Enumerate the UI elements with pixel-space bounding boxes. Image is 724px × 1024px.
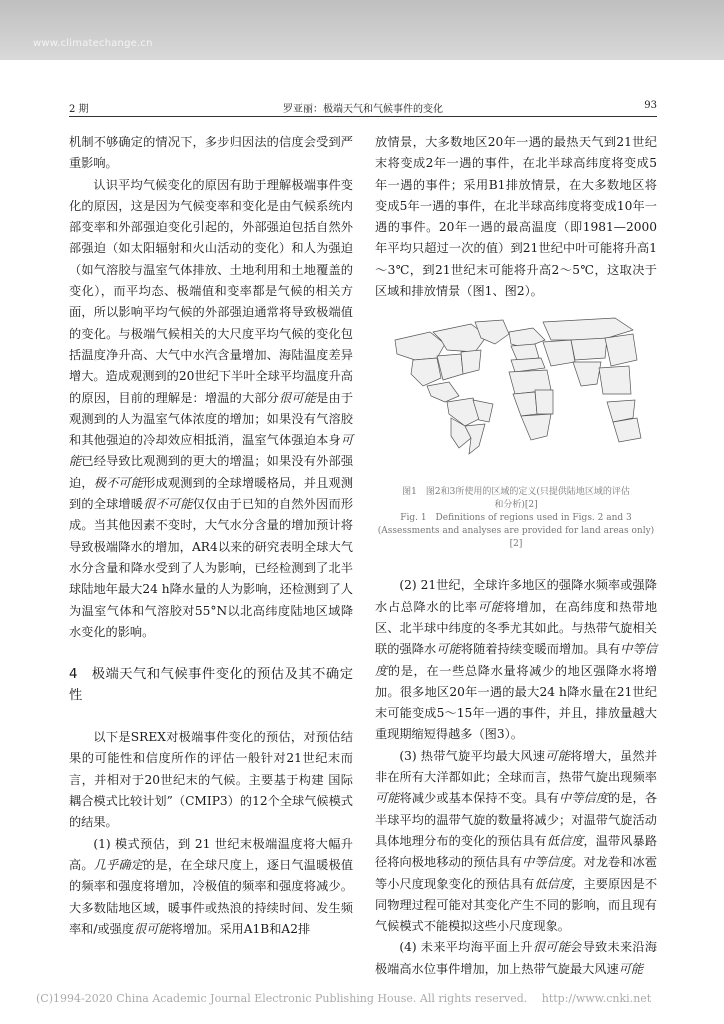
- right-column: [375, 132, 658, 976]
- caption-cn-line-1: 图1 图2和3所使用的区域的定义(只提供陆地区域的评估: [402, 487, 630, 498]
- world-regions-map: [375, 310, 657, 480]
- likelihood-term: 可能: [477, 599, 504, 614]
- left-paragraph-4: [69, 834, 353, 940]
- caption-cn-line-2: 和分析)[2]: [494, 500, 538, 511]
- likelihood-term: 很可能: [532, 940, 571, 955]
- text-run: 将减少或基本保持不变。具有: [399, 791, 559, 806]
- text-run: ，温带风暴路径将向极地移动的预估具有: [375, 833, 658, 870]
- text-run: (3) 热带气旋平均最大风速: [399, 748, 546, 763]
- region-east-africa: [535, 390, 553, 414]
- region-southern-australia: [613, 418, 641, 442]
- text-run: 已经导致比观测到的更大的增温；如果没有外部强迫，: [69, 454, 354, 490]
- text-run: 仅仅由于已知的自然外因而形成。当其他因素不变时，大气水分含量的增加预计将导致极端降水的增加，AR4以来的研究表明全球大气水分含量和降水受到了人为影响，已经检测到了北半球陆地年最大24 h降水量的人为影响，还检测到了人为温室气体和气溶胶对55°N以北高纬度陆地区域降水变化的影响。: [69, 497, 354, 639]
- header-page-number: 93: [644, 100, 657, 111]
- region-west-africa: [513, 392, 537, 416]
- right-paragraph-4: [375, 937, 657, 980]
- likelihood-term: 很不可能: [143, 497, 193, 512]
- region-central-america: [427, 382, 459, 402]
- likelihood-term: 可能: [545, 748, 571, 763]
- likelihood-term: 可能: [436, 642, 461, 657]
- text-run: 将增加。采用A1B和A2排: [170, 921, 311, 936]
- section-heading: 4 极端天气和气候事件变化的预估及其不确定性: [69, 667, 353, 704]
- right-paragraph-3: [375, 746, 657, 938]
- likelihood-term: 可能: [69, 433, 353, 469]
- text-run: (1) 模式预估，到 21 世纪末极端温度将大幅升高。: [69, 836, 353, 872]
- caption-en-line-2: (Assessments and analyses are provided for land areas only)[2]: [377, 526, 655, 550]
- text-run: 将增加，在高纬度和热带地区、北半球中纬度的冬季尤其如此。与热带气旋相关联的强降水: [375, 599, 658, 657]
- likelihood-term: 极不可能: [93, 475, 144, 490]
- right-paragraph-1: 放情景，大多数地区20年一遇的最热天气到21世纪末将变成2年一遇的事件，在北半球高纬度将变成5年一遇的事件；采用B1排放情景，在大多数地区将变成5年一遇的事件，在北半球高纬度将变成10年一遇的事件。20年一遇的最高温度（即1981—2000年平均只超过一次的值）到21世纪中叶可能将升高1～3℃，到21世纪末可能将升高2～5℃，这取决于区域和排放情景（图1、图2）。: [375, 135, 657, 299]
- text-run: 会导致未来沿海极端高水位事件增加，加上热带气旋最大风速: [375, 940, 658, 976]
- likelihood-term: 可能: [375, 791, 400, 806]
- likelihood-term: 很可能: [279, 390, 317, 405]
- confidence-term: 中等信度: [522, 855, 572, 870]
- left-paragraph-3: 以下是SREX对极端事件变化的预估，对预估结果的可能性和信度所作的评估一般针对21世纪末而言，并相对于20世纪末的气候。主要基于构建 国际耦合模式比较计划”（CMIP3）的12个全球气候模式的结果。: [69, 730, 353, 830]
- region-west-asia: [543, 340, 575, 366]
- text-run: 将增大，虽然并非在所有大洋都如此；全球而言，热带气旋出现频率: [375, 748, 658, 785]
- confidence-term: 低信度: [546, 833, 584, 848]
- text-run: 的是，各半球平均的温带气旋的数量将减少；对温带气旋活动具体地理分布的变化的预估具有: [375, 791, 658, 848]
- text-run: 的是，在全球尺度上，逐日气温暖极值的频率和强度将增加，冷极值的频率和强度将减少。大多数陆地区域，暖事件或热浪的持续时间、发生频率和/或强度: [69, 857, 354, 936]
- left-paragraph-1: 机制不够确定的情况下，多步归因法的信度会受到严重影响。: [69, 135, 353, 171]
- region-eastern-north-america: [461, 350, 481, 374]
- right-paragraph-2: [375, 575, 657, 745]
- region-central-asia: [571, 338, 607, 360]
- region-east-asia: [605, 334, 637, 366]
- confidence-term: 低信度: [534, 876, 572, 891]
- region-south-asia: [573, 362, 601, 386]
- text-run: 形成观测到的全球增暖格局，并且观测到的全球增暖: [69, 475, 354, 512]
- region-southeast-asia: [599, 366, 631, 394]
- likelihood-term: 几乎确定: [93, 857, 144, 872]
- region-mediterranean: [511, 358, 545, 372]
- site-banner: [0, 0, 724, 60]
- running-header: [69, 98, 657, 117]
- site-banner-url: www.climatechange.cn: [33, 38, 153, 49]
- left-column: [69, 132, 354, 936]
- text-run: 的是，在一些总降水量将减少的地区强降水将增加。很多地区20年一遇的最大24 h降水量在21世纪末可能变成5～15年一遇的事件，并且，排放量越大重现期缩短得越多（图3）。: [375, 663, 658, 742]
- region-southern-africa: [521, 414, 551, 440]
- text-run: ，主要原因是不同物理过程可能对其变化产生不同的影响，而且现有气候模式不能模拟这些小尺度现象。: [375, 876, 658, 934]
- text-run: (2) 21世纪，全球许多地区的强降水频率或强降水占总降水的比率: [375, 578, 657, 614]
- left-paragraph-2: [69, 175, 353, 644]
- confidence-term: 中等信度: [558, 791, 609, 806]
- header-title: 罗亚丽：极端天气和气候事件的变化: [283, 104, 443, 115]
- text-run: 。对龙卷和冰雹等小尺度现象变化的预估具有: [375, 855, 658, 891]
- region-western-north-america: [411, 358, 441, 386]
- likelihood-term: 很可能: [134, 921, 171, 936]
- text-run: (4) 未来平均海平面上升: [399, 940, 533, 955]
- text-run: 认识平均气候变化的原因有助于理解极端事件变化的原因，这是因为气候变率和变化是由气候系统内部变率和外部强迫变化引起的，外部强迫包括自然外部强迫（如太阳辐射和火山活动的变化）和人为强迫（如气溶胶与温室气体排放、土地利用和土地覆盖的变化），而平均态、极端值和变率都是气候的相关方面，所以影响平均气候的外部强迫通常将导致极端值的变化。与极端气候相关的大尺度平均气候的变化包括温度净升高、大气中水汽含量增加、海陆温度差异增大。造成观测到的20世纪下半叶全球平均温度升高的原因，目前的理解是：增温的大部分: [69, 177, 353, 405]
- figure-caption: [375, 486, 657, 551]
- confidence-term: 中等信度: [375, 642, 658, 678]
- text-run: 是由于观测到的人为温室气体浓度的增加；如果没有气溶胶和其他强迫的冷却效应相抵消，温室气体强迫本身: [69, 390, 354, 448]
- region-map-figure: [375, 310, 657, 480]
- header-issue: 2 期: [69, 104, 89, 115]
- caption-en-line-1: Fig. 1 Definitions of regions used in Figs. 2 and 3: [400, 513, 632, 524]
- region-central-europe: [511, 344, 539, 360]
- likelihood-term: 可能: [618, 961, 644, 976]
- text-run: 将随着持续变暖而增加。具有: [460, 642, 621, 657]
- copyright-footer: (C)1994-2020 China Academic Journal Electronic Publishing House. All rights reserved. http://www.cnki.net: [36, 992, 652, 1005]
